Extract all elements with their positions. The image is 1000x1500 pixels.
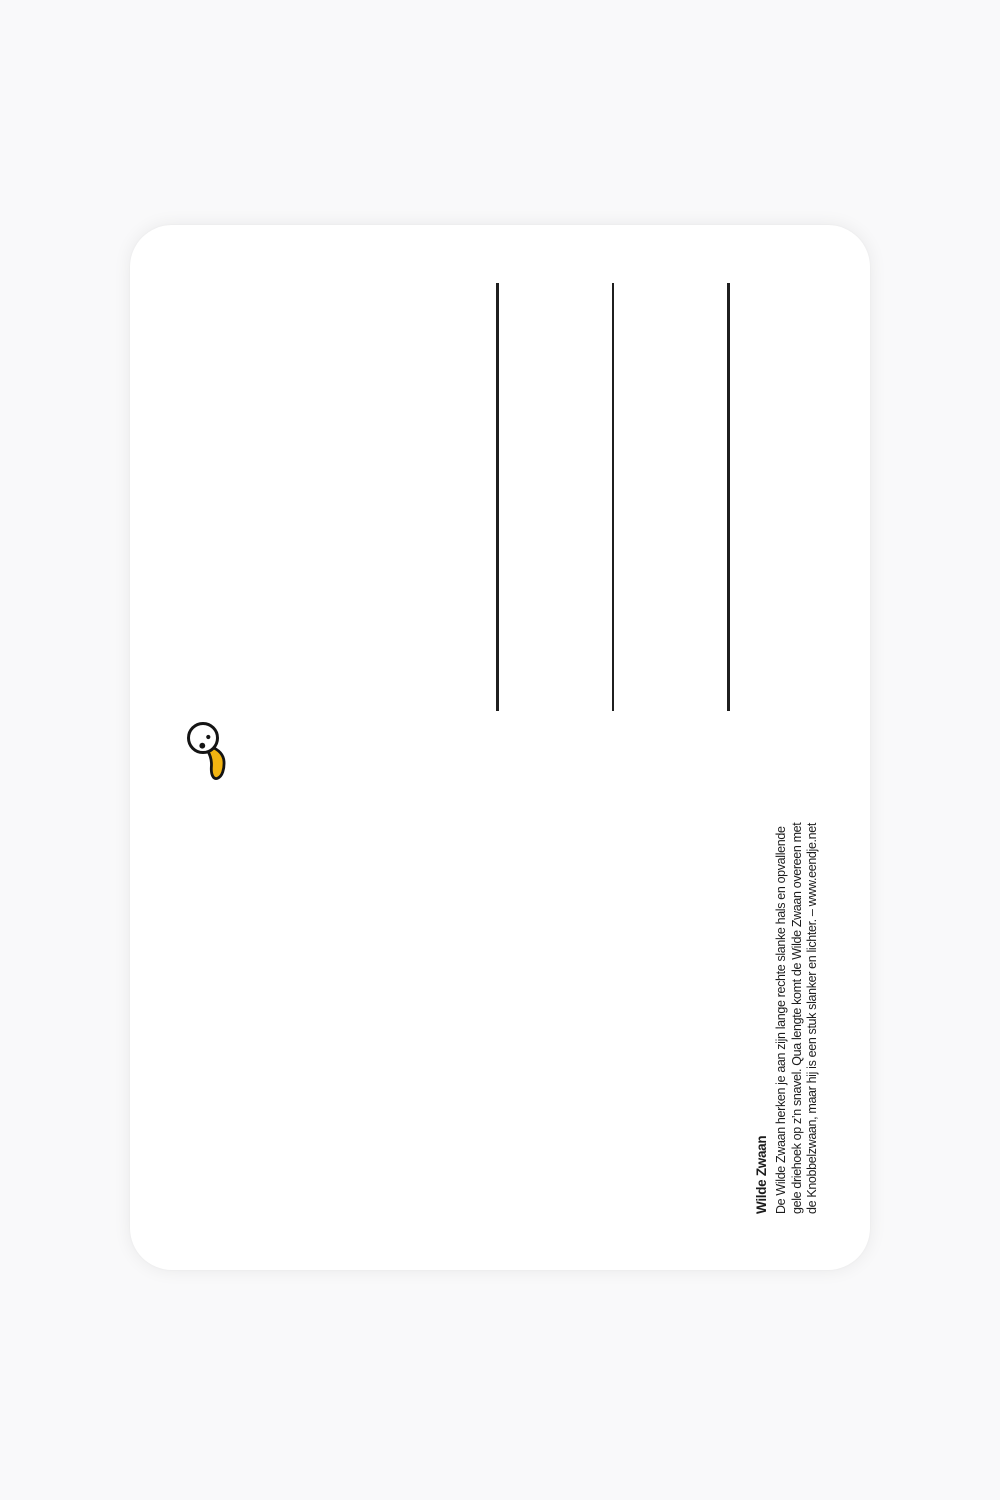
card-description-line: De Wilde Zwaan herken je aan zijn lange rechte slanke hals en opvallende bbox=[774, 826, 788, 1214]
card-title: Wilde Zwaan bbox=[754, 1135, 769, 1214]
address-line bbox=[612, 283, 615, 711]
address-line bbox=[727, 283, 730, 711]
postcard bbox=[130, 225, 870, 1270]
card-description bbox=[774, 794, 821, 1214]
card-description-line: de Knobbelzwaan, maar hij is een stuk slanker en lichter. – www.eendje.net bbox=[805, 822, 819, 1214]
info-text-block bbox=[754, 794, 822, 1214]
card-description-line: gele driehoek op z’n snavel. Qua lengte komt de Wilde Zwaan overeen met bbox=[789, 822, 804, 1214]
swan-head-icon bbox=[174, 712, 234, 784]
swan-eye-dot bbox=[206, 735, 210, 739]
address-line bbox=[496, 283, 499, 711]
swan-nostril-dot bbox=[199, 743, 205, 749]
address-lines bbox=[496, 283, 730, 711]
